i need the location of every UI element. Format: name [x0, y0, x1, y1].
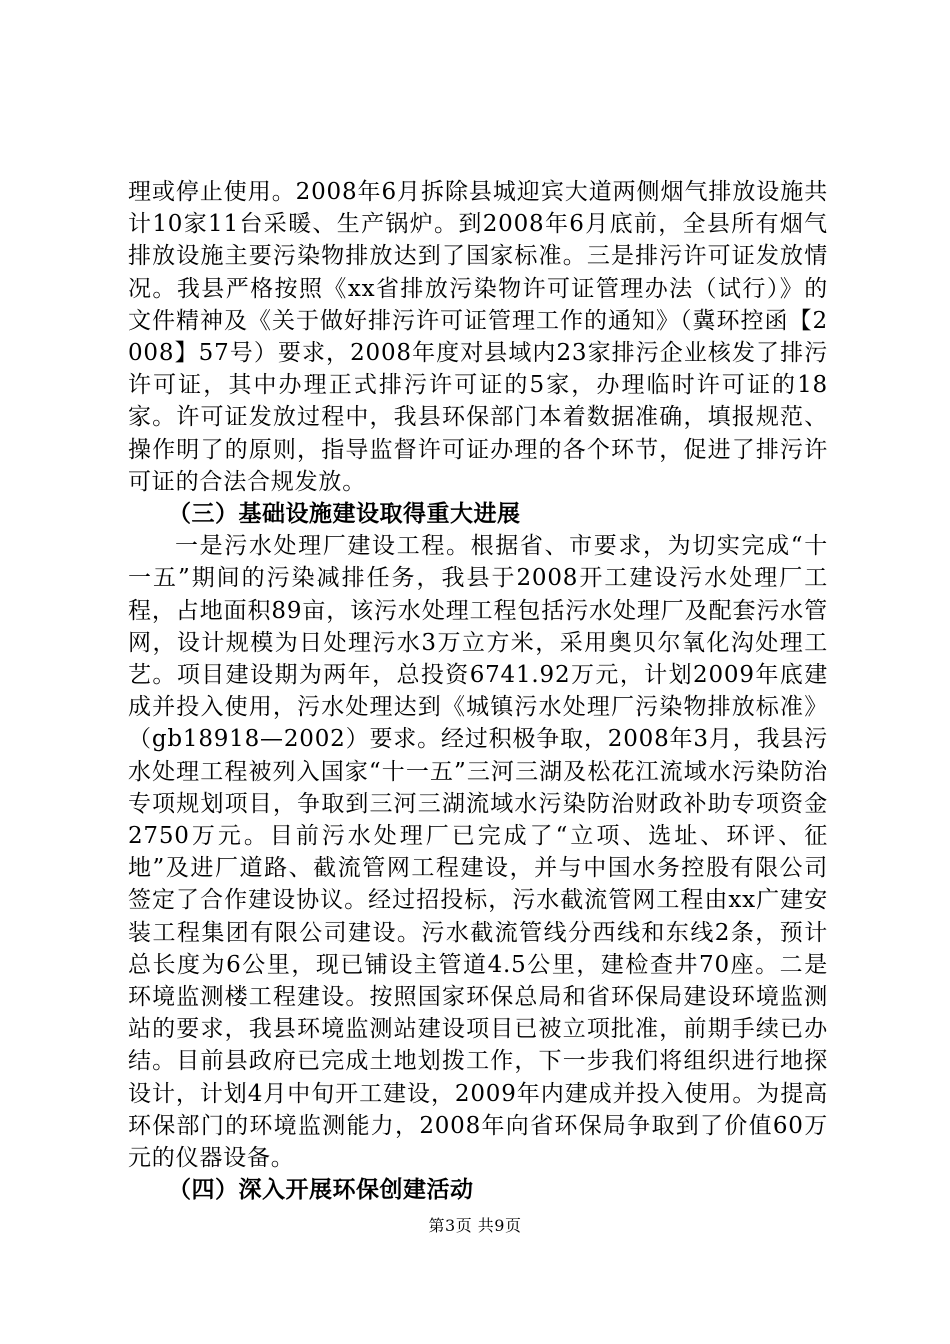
document-body — [128, 176, 828, 1207]
section-heading-infrastructure: （三）基础设施建设取得重大进展 — [168, 501, 521, 528]
paragraph-sewage-plant: 一是污水处理厂建设工程。根据省、市要求，为切实完成“十一五”期间的污染减排任务，我县于2008开工建设污水处理厂工程，占地面积89亩，该污水处理工程包括污水处理厂及配套污水管网，设计规模为日处理污水3万立方米，采用奥贝尔氧化沟处理工艺。项目建设期为两年，总投资6741.92万元，计划2009年底建成并投入使用，污水处理达到《城镇污水处理厂污染物排放标准》（gb18918—2002）要求。经过积极争取，2008年3月，我县污水处理工程被列入国家“十一五”三河三湖及松花江流域水污染防治专项规划项目，争取到三河三湖流域水污染防治财政补助专项资金2750万元。目前污水处理厂已完成了“立项、选址、环评、征地”及进厂道路、截流管网工程建设，并与中国水务控股有限公司签定了合作建设协议。经过招投标，污水截流管网工程由xx广建安装工程集团有限公司建设。污水截流管线分西线和东线2条，预计总长度为6公里，现已铺设主管道4.5公里，建检查井70座。二是环境监测楼工程建设。按照国家环保总局和省环保局建设环境监测站的要求，我县环境监测站建设项目已被立项批准，前期手续已办结。目前县政府已完成土地划拨工作，下一步我们将组织进行地探设计，计划4月中旬开工建设，2009年内建成并投入使用。为提高环保部门的环境监测能力，2008年向省环保局争取到了价值60万元的仪器设备。 — [128, 533, 828, 1172]
section-heading-environmental-campaign: （四）深入开展环保创建活动 — [168, 1177, 474, 1204]
paragraph-emission-permits: 理或停止使用。2008年6月拆除县城迎宾大道两侧烟气排放设施共计10家11台采暖、生产锅炉。到2008年6月底前，全县所有烟气排放设施主要污染物排放达到了国家标准。三是排污许可证发放情况。我县严格按照《xx省排放污染物许可证管理办法（试行）》的文件精神及《关于做好排污许可证管理工作的通知》（冀环控函【2008】57号）要求，2008年度对县域内23家排污企业核发了排污许可证，其中办理正式排污许可证的5家，办理临时许可证的18家。许可证发放过程中，我县环保部门本着数据准确，填报规范、操作明了的原则，指导监督许可证办理的各个环节，促进了排污许可证的合法合规发放。 — [128, 179, 828, 495]
page-number-footer: 第3页 共9页 — [428, 1216, 522, 1235]
